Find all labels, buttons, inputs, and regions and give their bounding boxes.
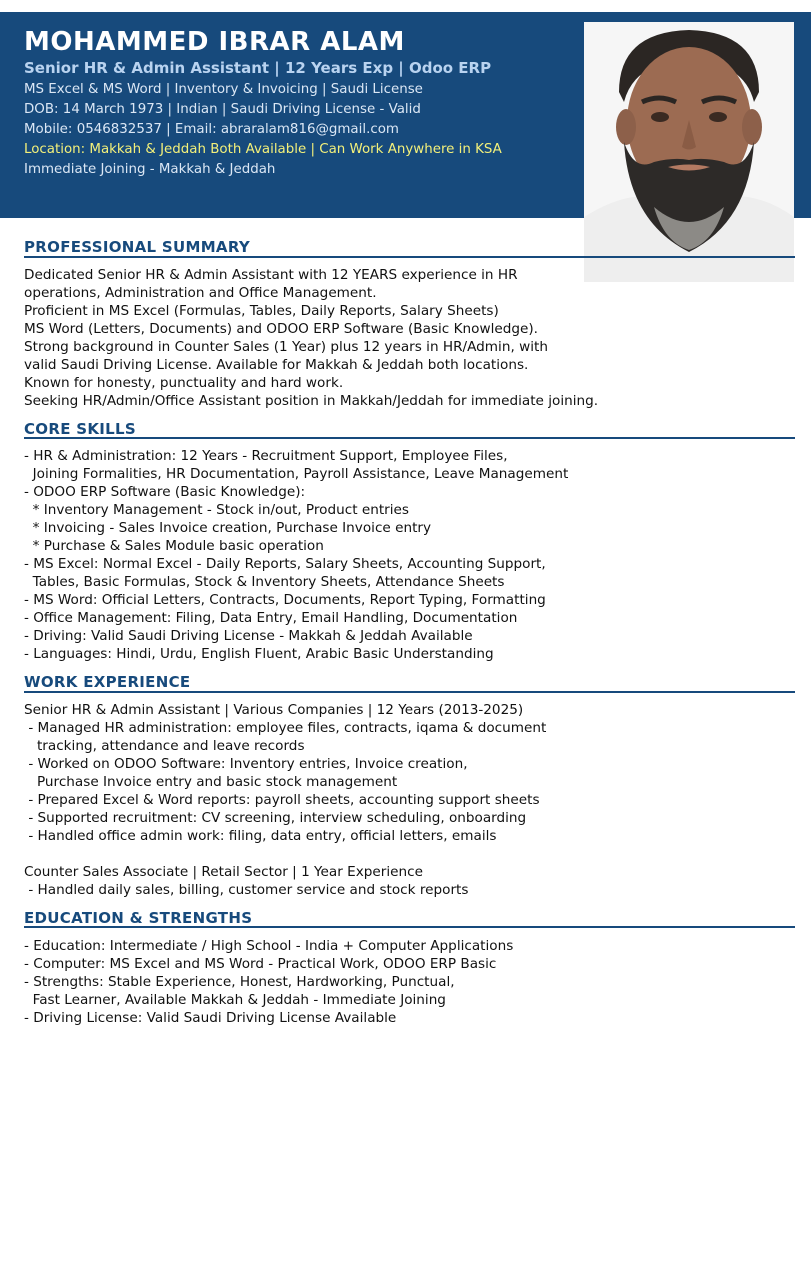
header-contact-line: Mobile: 0546832537 | Email: abraralam816@gmail.com: [24, 122, 399, 137]
education-section-title: EDUCATION & STRENGTHS: [24, 909, 253, 927]
header-location-line: Location: Makkah & Jeddah Both Available | Can Work Anywhere in KSA: [24, 142, 502, 157]
experience-line: Counter Sales Associate | Retail Sector | 1 Year Experience: [24, 864, 423, 880]
summary-line: valid Saudi Driving License. Available for Makkah & Jeddah both locations.: [24, 357, 529, 373]
skills-line: * Inventory Management - Stock in/out, Product entries: [24, 502, 409, 518]
skills-line: * Invoicing - Sales Invoice creation, Purchase Invoice entry: [24, 520, 432, 536]
experience-line: - Prepared Excel & Word reports: payroll sheets, accounting support sheets: [24, 792, 540, 808]
summary-line: MS Word (Letters, Documents) and ODOO ERP Software (Basic Knowledge).: [24, 321, 538, 337]
header-skills-line: MS Excel & MS Word | Inventory & Invoicing | Saudi License: [24, 82, 423, 97]
header-personal-line: DOB: 14 March 1973 | Indian | Saudi Driving License - Valid: [24, 102, 421, 117]
summary-line: Proficient in MS Excel (Formulas, Tables, Daily Reports, Salary Sheets): [24, 303, 499, 319]
summary-divider: [24, 256, 795, 258]
experience-line: - Supported recruitment: CV screening, interview scheduling, onboarding: [24, 810, 527, 826]
education-line: - Strengths: Stable Experience, Honest, Hardworking, Punctual,: [24, 974, 455, 990]
skills-line: - Office Management: Filing, Data Entry, Email Handling, Documentation: [24, 610, 518, 626]
portrait-illustration: [584, 22, 794, 282]
education-line: - Education: Intermediate / High School - India + Computer Applications: [24, 938, 514, 954]
skills-line: - Driving: Valid Saudi Driving License - Makkah & Jeddah Available: [24, 628, 473, 644]
skills-line: * Purchase & Sales Module basic operation: [24, 538, 324, 554]
candidate-headline: Senior HR & Admin Assistant | 12 Years Exp | Odoo ERP: [24, 59, 492, 77]
summary-line: Dedicated Senior HR & Admin Assistant with 12 YEARS experience in HR: [24, 267, 518, 283]
skills-line: - MS Excel: Normal Excel - Daily Reports, Salary Sheets, Accounting Support,: [24, 556, 546, 572]
experience-line: tracking, attendance and leave records: [24, 738, 305, 754]
candidate-name: MOHAMMED IBRAR ALAM: [24, 27, 405, 57]
education-line: - Driving License: Valid Saudi Driving License Available: [24, 1010, 397, 1026]
education-line: Fast Learner, Available Makkah & Jeddah - Immediate Joining: [24, 992, 446, 1008]
skills-line: - MS Word: Official Letters, Contracts, Documents, Report Typing, Formatting: [24, 592, 546, 608]
experience-line: Purchase Invoice entry and basic stock management: [24, 774, 398, 790]
education-line: - Computer: MS Excel and MS Word - Practical Work, ODOO ERP Basic: [24, 956, 497, 972]
skills-divider: [24, 437, 795, 439]
skills-line: - ODOO ERP Software (Basic Knowledge):: [24, 484, 306, 500]
experience-line: - Managed HR administration: employee files, contracts, iqama & document: [24, 720, 547, 736]
experience-line: Senior HR & Admin Assistant | Various Companies | 12 Years (2013-2025): [24, 702, 524, 718]
experience-line: - Handled office admin work: filing, data entry, official letters, emails: [24, 828, 497, 844]
experience-section-title: WORK EXPERIENCE: [24, 673, 191, 691]
experience-divider: [24, 691, 795, 693]
profile-photo: [584, 22, 794, 282]
skills-line: - Languages: Hindi, Urdu, English Fluent, Arabic Basic Understanding: [24, 646, 494, 662]
summary-line: Known for honesty, punctuality and hard work.: [24, 375, 344, 391]
summary-line: operations, Administration and Office Management.: [24, 285, 377, 301]
skills-line: Tables, Basic Formulas, Stock & Inventory Sheets, Attendance Sheets: [24, 574, 505, 590]
header-joining-line: Immediate Joining - Makkah & Jeddah: [24, 162, 276, 177]
education-divider: [24, 926, 795, 928]
skills-line: Joining Formalities, HR Documentation, Payroll Assistance, Leave Management: [24, 466, 569, 482]
summary-line: Seeking HR/Admin/Office Assistant position in Makkah/Jeddah for immediate joining.: [24, 393, 599, 409]
skills-section-title: CORE SKILLS: [24, 420, 137, 438]
skills-line: - HR & Administration: 12 Years - Recruitment Support, Employee Files,: [24, 448, 508, 464]
summary-line: Strong background in Counter Sales (1 Year) plus 12 years in HR/Admin, with: [24, 339, 548, 355]
experience-line: - Handled daily sales, billing, customer service and stock reports: [24, 882, 469, 898]
summary-section-title: PROFESSIONAL SUMMARY: [24, 238, 251, 256]
experience-line: - Worked on ODOO Software: Inventory entries, Invoice creation,: [24, 756, 468, 772]
